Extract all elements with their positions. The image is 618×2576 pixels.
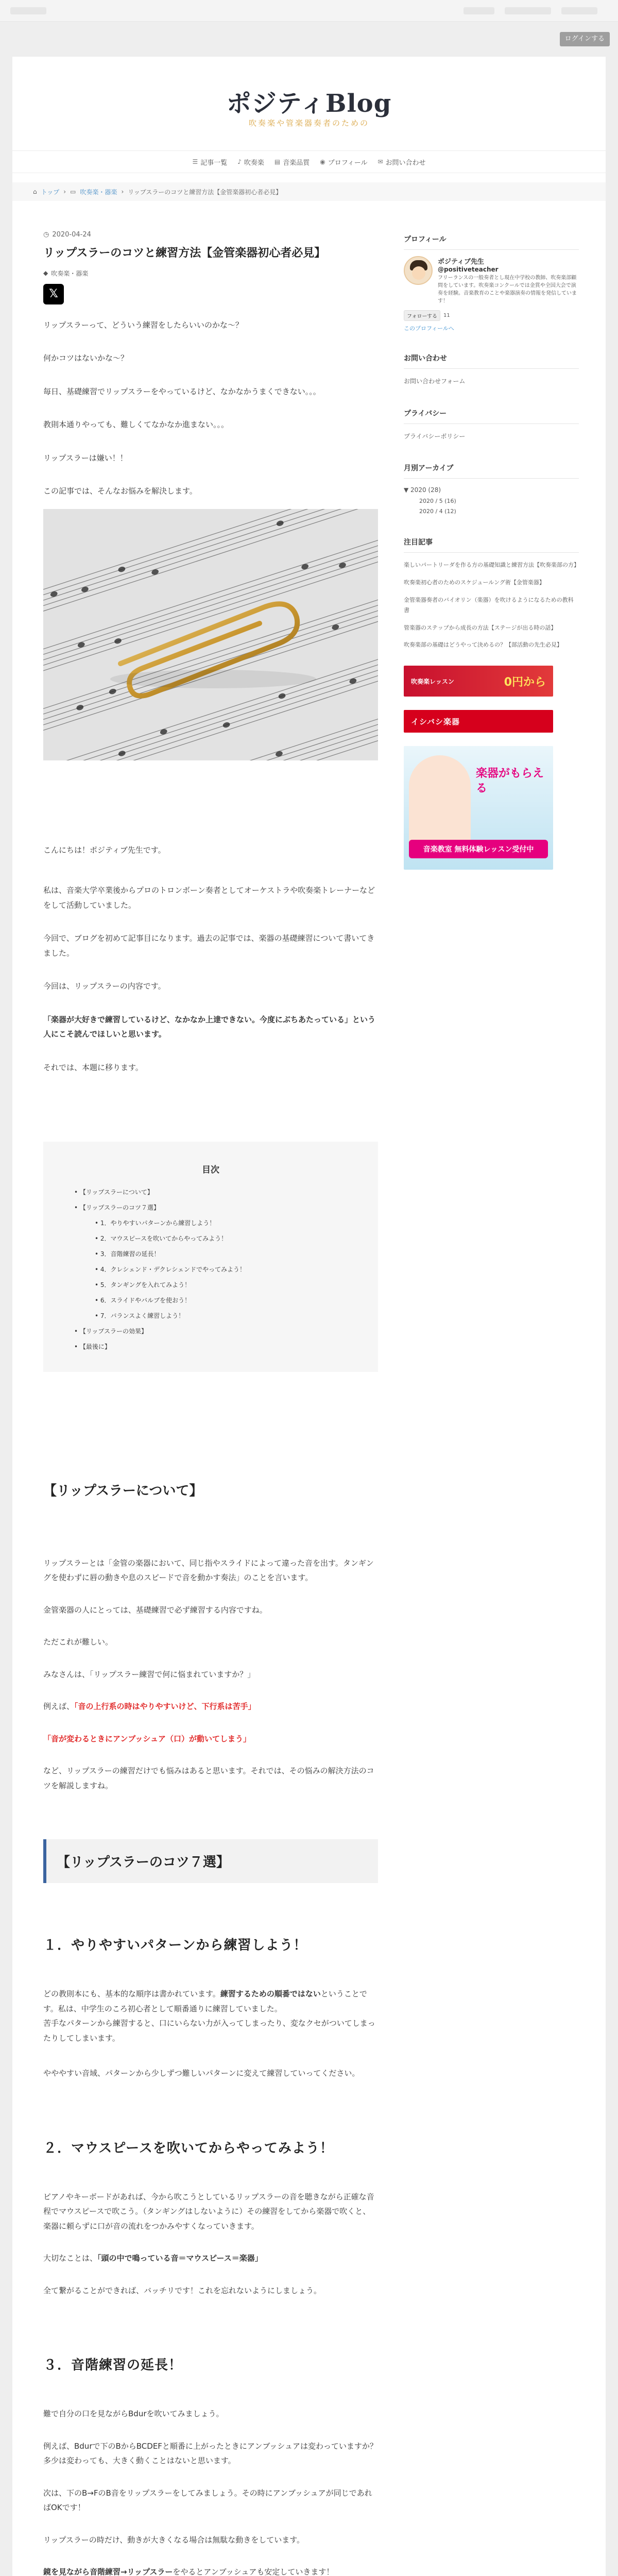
archive-year[interactable]: ▼ 2020 (28) — [404, 486, 441, 494]
toc-item[interactable]: • 4．クレシェンド・デクレシェンドでやってみよう！ — [95, 1265, 246, 1273]
note-icon: ♪ — [237, 158, 242, 165]
ad-text: イシバシ楽器 — [411, 717, 460, 726]
popular-item[interactable]: 金管楽器奏者のバイオリン（楽器）を吹けるようになるための教科書 — [404, 596, 574, 614]
body-paragraph: ピアノやキーボードがあれば、今から吹こうとしているリップスラーの音を聴きながら正確な音程でマウスピースで吹こう。（タンギングはしないように）その練習をしてから楽器で吹くと、楽器に頼らずに口が音の流れをつかみやすくなっていきます。 — [43, 2192, 374, 2231]
mail-icon: ✉ — [377, 158, 383, 165]
greeting-paragraph: 「楽器が大好きで練習しているけど、なかなか上達できない。今度にぶちあたっている」という人にこそ読んでほしいと思います。 — [43, 1014, 376, 1039]
body-paragraph: 例えば、Bdurで下のBからBCDEFと順番に上がったときにアンブッシュアは変わっていますか？多少は変わっても、大きく動くことはないと思います。 — [43, 2441, 377, 2466]
ad-banner-music-school[interactable] — [404, 746, 553, 870]
profile-text — [438, 256, 579, 305]
profile-name: ポジティブ先生 — [438, 258, 484, 266]
intro-paragraph: リップスラーって、どういう練習をしたらいいのかな〜？ — [43, 320, 243, 330]
widget-title-contact: お問い合わせ — [404, 353, 579, 369]
toc-title: 目次 — [202, 1165, 219, 1176]
section-about-body — [43, 1556, 378, 1793]
greeting-paragraph: 今回で、ブログを初めて記事目になります。過去の記事では、楽器の基礎練習について書いてきました。 — [43, 934, 375, 958]
post-category — [43, 269, 378, 278]
section-heading-tips: 【リップスラーのコツ７選】 — [43, 1839, 378, 1883]
nav-item-articles[interactable] — [192, 157, 227, 167]
widget-title-archive: 月別アーカイブ — [404, 463, 579, 479]
topbar-pill — [10, 7, 46, 14]
sidebar — [404, 211, 579, 870]
ad-text: 楽器がもらえる — [476, 767, 544, 795]
category-label[interactable]: 吹奏楽・器楽 — [51, 269, 89, 277]
toc-item[interactable]: • 【最後に】 — [74, 1343, 111, 1350]
text-span: 例えば、 — [43, 1702, 75, 1711]
home-icon: ⌂ — [33, 188, 37, 195]
widget-title-privacy: プライバシー — [404, 408, 579, 424]
toc-item[interactable]: • 1．やりやすいパターンから練習しよう！ — [95, 1219, 216, 1227]
site-tagline: 吹奏楽や管楽器奏者のための — [248, 118, 369, 128]
body-paragraph: やややすい音域、パターンから少しずつ難しいパターンに変えて練習していってください。 — [43, 2069, 360, 2078]
login-button[interactable]: ログインする — [560, 32, 610, 46]
nav-label: 記事一覧 — [200, 159, 228, 167]
site-header — [12, 57, 606, 149]
greeting-paragraph: それでは、本題に移ります。 — [43, 1062, 143, 1072]
avatar[interactable] — [404, 256, 433, 285]
tip-heading: １．やりやすいパターンから練習しよう！ — [43, 1938, 307, 1954]
person-icon: ◉ — [320, 158, 325, 165]
text-span: 大切なことは、 — [43, 2253, 98, 2263]
contact-link[interactable]: お問い合わせフォーム — [404, 378, 466, 385]
clock-icon: ◷ — [43, 231, 49, 239]
body-paragraph: 難で自分の口を見ながらBdurを吹いてみましょう。 — [43, 2409, 224, 2419]
intro-paragraph: 教則本通りやっても、難しくてなかなか進まない。。。 — [43, 420, 229, 430]
toc-item[interactable]: • 6．スライドやバルブを使おう！ — [95, 1296, 191, 1304]
greeting-paragraph: こんにちは！ポジティブ先生です。 — [43, 845, 166, 855]
tip-heading: ３．音階練習の延長！ — [43, 2358, 183, 2374]
intro-paragraph: 毎日、基礎練習でリップスラーをやっているけど、なかなかうまくできない。。。 — [43, 386, 321, 396]
follow-count: 11 — [443, 313, 450, 318]
breadcrumb-home[interactable]: トップ — [41, 188, 60, 196]
site-title[interactable]: ポジティBlog — [226, 89, 392, 118]
body-paragraph: など、リップスラーの練習だけでも悩みはあると思います。それでは、その悩みの解決方法のコツを解説しますね。 — [43, 1766, 374, 1790]
body-paragraph: 苦手なパターンから練習すると、口にいらない力が入ってしまったり、変なクセがついてしまったりしてしまいます。 — [43, 2019, 375, 2043]
toc-item[interactable]: • 2．マウスピースを吹いてからやってみよう！ — [95, 1234, 228, 1242]
toc-item-label: 【最後に】 — [79, 1343, 111, 1350]
body-paragraph — [43, 2565, 378, 2576]
main-content — [43, 211, 378, 2576]
intro-paragraph: この記事では、そんなお悩みを解決します。 — [43, 486, 197, 496]
toc-item-label: 3．音階練習の延長！ — [100, 1250, 160, 1258]
profile-handle: @positiveteacher — [438, 266, 499, 273]
page-container — [12, 57, 606, 2576]
profile-more-link[interactable]: このプロフィールへ — [404, 325, 454, 332]
widget-title-profile: プロフィール — [404, 234, 579, 250]
ad-text: 吹奏楽レッスン — [411, 677, 454, 685]
topbar-pill — [505, 7, 551, 14]
nav-item-contact[interactable] — [377, 157, 425, 167]
intro-block — [43, 318, 378, 499]
toc-item[interactable]: • 【リップスラーについて】 — [74, 1188, 153, 1196]
tip-body — [43, 2190, 378, 2298]
toc-item[interactable]: • 3．音階練習の延長！ — [95, 1250, 160, 1258]
popular-item[interactable]: 吹奏楽初心者のためのスケジュールング術【金管楽器】 — [404, 579, 545, 586]
archive-month[interactable]: 2020 / 5 (16) — [419, 497, 456, 504]
nav-label: お問い合わせ — [385, 159, 426, 167]
hero-image — [43, 509, 378, 760]
ad-text: 0円から — [504, 675, 546, 689]
greeting-paragraph: 今回は、リップスラーの内容です。 — [43, 981, 166, 991]
nav-item-quality[interactable] — [274, 157, 310, 167]
toc-item[interactable]: • 7．バランスよく練習しよう！ — [95, 1312, 185, 1319]
breadcrumb-current: リップスラーのコツと練習方法【金管楽器初心者必見】 — [128, 188, 282, 196]
list-icon: ☰ — [192, 158, 198, 165]
bold-span: 「頭の中で鳴っている音＝マウスピース＝楽器」 — [97, 2253, 263, 2263]
topbar-pill — [561, 7, 597, 14]
body-paragraph: ただこれが難しい。 — [43, 1637, 113, 1647]
chevron-right-icon: › — [63, 188, 66, 195]
toc-item-label: 【リップスラーのコツ７選】 — [79, 1204, 160, 1211]
breadcrumb — [12, 182, 606, 201]
breadcrumb-category[interactable]: 吹奏楽・器楽 — [80, 188, 117, 196]
x-share-button[interactable]: 𝕏 — [43, 284, 64, 304]
profile-bio: フリーランスの一般奏者とし現在中学校の教師、吹奏楽部顧問をしています。吹奏楽コンクールでは金賞や全国大会で演奏を経験。音楽教育のことや楽器演奏の情報を発信しています！ — [438, 275, 577, 304]
body-paragraph — [43, 2251, 378, 2266]
file-icon: ▤ — [274, 158, 281, 165]
tip-body — [43, 1987, 378, 2081]
browser-topbar — [0, 0, 618, 22]
popular-item[interactable]: 吹奏楽部の基礎はどうやって決めるの？【部活動の先生必見】 — [404, 641, 562, 649]
body-paragraph: みなさんは、「リップスラー練習で何に悩まれていますか？」 — [43, 1669, 255, 1679]
follow-row — [404, 310, 579, 321]
toc-item-label: 5．タンギングを入れてみよう！ — [100, 1281, 191, 1289]
text-span: どの教則本にも、基本的な順序は書かれています。 — [43, 1989, 220, 1999]
text-span: ということです。私は、中学生のころ初心者として順番通りに練習していました。 — [43, 1989, 367, 2013]
tip-heading: ２．マウスピースを吹いてからやってみよう！ — [43, 2140, 334, 2156]
text-span: をやるとアンブッシュアも安定していきます！ — [173, 2567, 334, 2576]
bold-span: 鏡を見ながら音階練習→リップスラー — [43, 2567, 173, 2576]
body-paragraph: リップスラーの時だけ、動きが大きくなる場合は無駄な動きをしています。 — [43, 2535, 305, 2545]
body-paragraph — [43, 1987, 378, 2016]
greeting-paragraph: 私は、音楽大学卒業後からプロのトロンボーン奏者としてオーケストラや吹奏楽トレーナーなどをして活動していました。 — [43, 886, 375, 910]
profile-card — [404, 256, 579, 305]
nav-item-band[interactable] — [237, 157, 264, 167]
avatar-face — [412, 266, 425, 280]
popular-item[interactable]: 管楽器のステップから成長の方法【ステージが出る時の話】 — [404, 624, 557, 631]
sheet-music-paperclip-image — [43, 509, 378, 760]
body-paragraph: リップスラーとは「金管の楽器において、同じ指やスライドによって違った音を出す。タンギングを使わずに唇の動きや息のスピードで音を動かす奏法」のことを言います。 — [43, 1558, 374, 1583]
section-heading-about: 【リップスラーについて】 — [43, 1483, 203, 1499]
table-of-contents — [43, 1142, 378, 1372]
ad-banner-ishibashi[interactable] — [404, 710, 553, 733]
global-nav — [12, 150, 606, 173]
body-paragraph: 金管楽器の人にとっては、基礎練習で必ず練習する内容ですね。 — [43, 1605, 267, 1615]
toc-item[interactable]: • 【リップスラーの効果】 — [74, 1327, 147, 1335]
toc-item-label: 6．スライドやバルブを使おう！ — [100, 1296, 191, 1304]
intro-paragraph: 何かコツはないかな〜？ — [43, 353, 129, 363]
topbar-pill — [464, 7, 494, 14]
toc-item-label: 【リップスラーの効果】 — [79, 1327, 147, 1335]
tip-body — [43, 2406, 378, 2576]
intro-paragraph: リップスラーは嫌い！！ — [43, 453, 128, 463]
toc-item-label: 【リップスラーについて】 — [79, 1188, 153, 1196]
ad-text: 音楽教室 無料体験レッスン受付中 — [409, 840, 548, 858]
folder-icon: ▭ — [70, 188, 76, 195]
privacy-link[interactable]: プライバシーポリシー — [404, 432, 466, 440]
bold-span: 練習するための順番ではない — [220, 1989, 321, 1999]
greeting-block — [43, 843, 378, 1075]
ad-banner-lesson[interactable] — [404, 666, 553, 697]
nav-label: プロフィール — [328, 159, 368, 167]
toc-item[interactable]: • 5．タンギングを入れてみよう！ — [95, 1281, 191, 1289]
popular-item[interactable]: 楽しいパートリーダを作る方の基礎知識と練習方法【吹奏楽部の方】 — [404, 562, 579, 569]
date-text: 2020-04-24 — [52, 231, 91, 239]
nav-label: 吹奏楽 — [244, 159, 264, 167]
nav-label: 音楽品質 — [283, 159, 310, 167]
chevron-right-icon: › — [121, 188, 124, 195]
toc-item-label: 4．クレシェンド・デクレシェンドでやってみよう！ — [100, 1265, 246, 1273]
toc-item-label: 7．バランスよく練習しよう！ — [100, 1312, 185, 1319]
nav-item-profile[interactable] — [320, 157, 367, 167]
body-paragraph — [43, 1699, 378, 1714]
widget-title-popular: 注目記事 — [404, 537, 579, 553]
highlight-red: 「音の上行系の時はやりやすいけど、下行系は苦手」 — [74, 1702, 256, 1711]
toc-item[interactable]: • 【リップスラーのコツ７選】 — [74, 1204, 160, 1211]
entry-title: リップスラーのコツと練習方法【金管楽器初心者必見】 — [43, 247, 326, 260]
toc-item-label: 1．やりやすいパターンから練習しよう！ — [100, 1219, 216, 1227]
toc-item-label: 2．マウスピースを吹いてからやってみよう！ — [100, 1234, 228, 1242]
highlight-red: 「音が変わるときにアンブッシュア（口）が動いてしまう」 — [43, 1734, 251, 1743]
body-paragraph: 次は、下のB→FのB音をリップスラーをしてみましょう。その時にアンブッシュアが同じであればOKです！ — [43, 2488, 372, 2513]
post-date — [43, 231, 378, 239]
body-paragraph: 全て繋がることができれば、バッチリです！これを忘れないようにしましょう。 — [43, 2285, 322, 2295]
tag-icon: ◆ — [43, 269, 48, 277]
archive-month[interactable]: 2020 / 4 (12) — [419, 507, 456, 515]
follow-button[interactable]: フォローする — [404, 310, 440, 321]
